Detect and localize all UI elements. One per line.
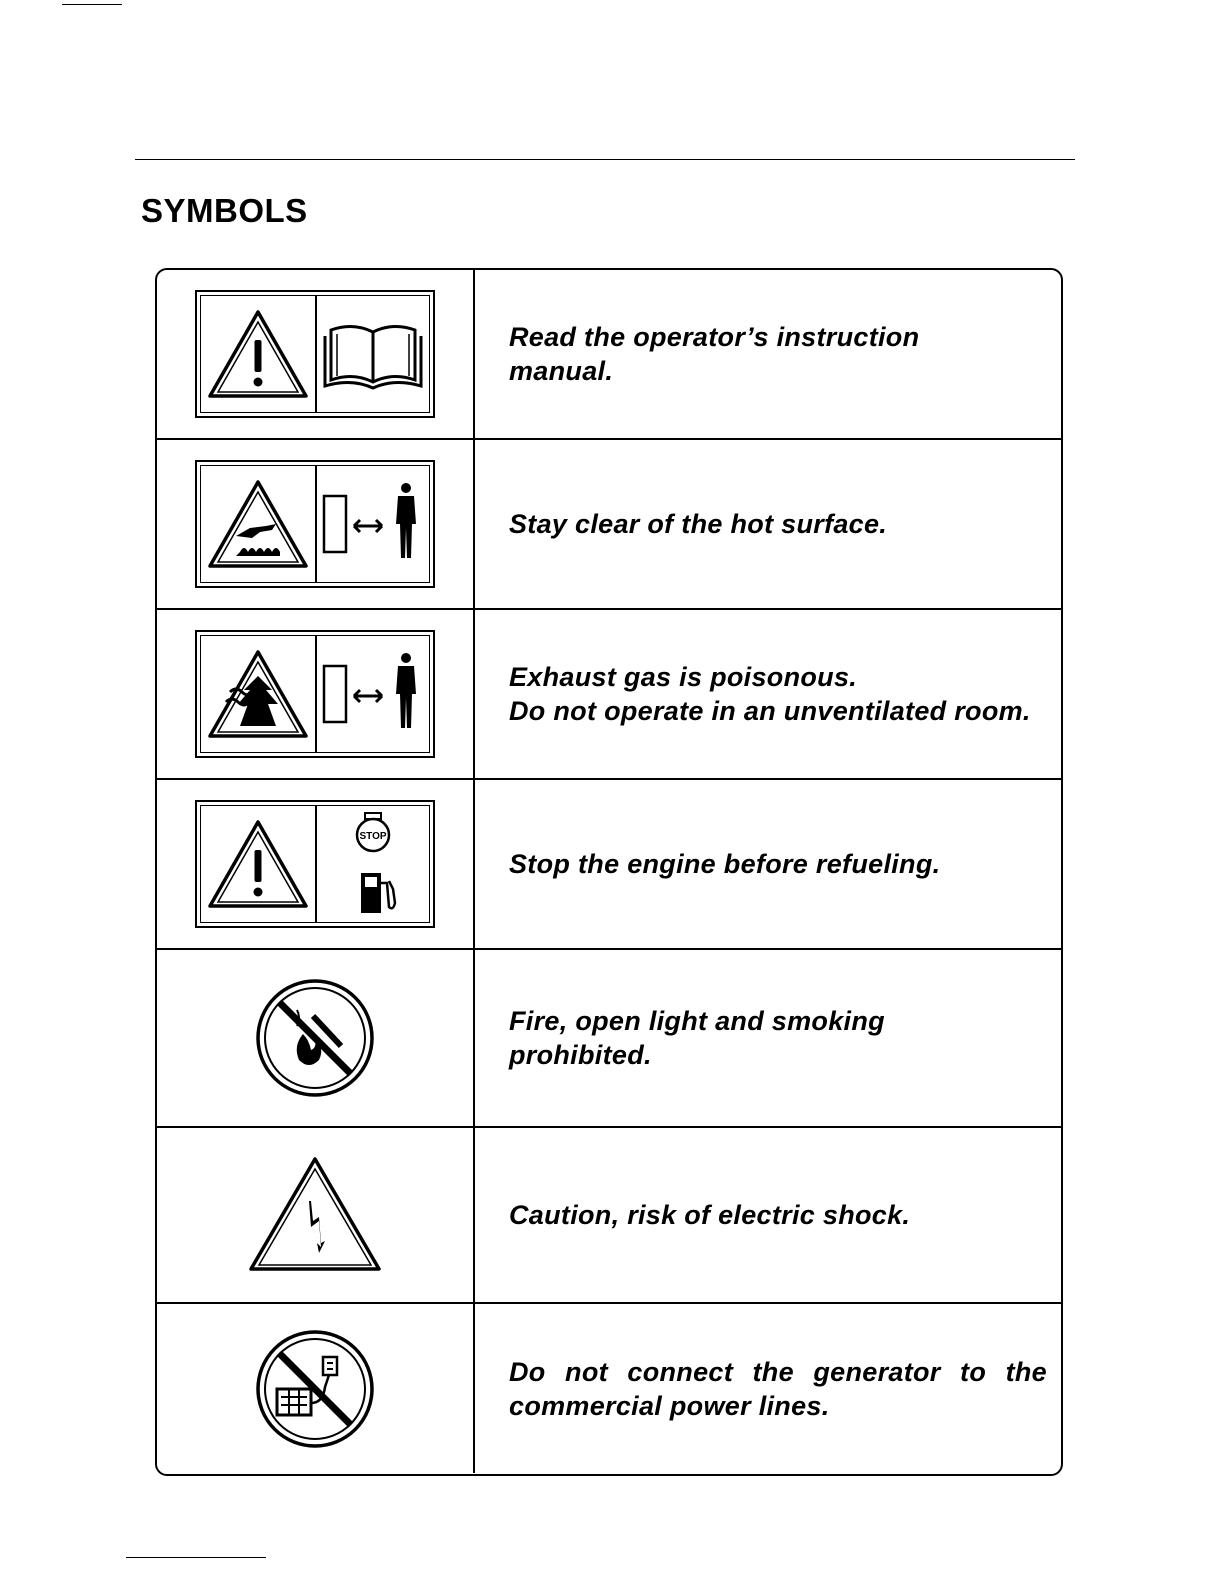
description-cell <box>475 1128 1061 1302</box>
symbol-description: Exhaust gas is poisonous. Do not operate in an unventilated room. <box>509 662 1031 726</box>
symbol-row <box>157 438 1061 608</box>
symbol-description: Do not connect the generator to the commercial power lines. <box>509 1356 1047 1421</box>
book-icon <box>321 314 425 394</box>
symbol-cell <box>157 1304 475 1473</box>
stop-engine-refuel-icon <box>195 800 435 928</box>
symbol-row <box>157 1302 1061 1473</box>
symbol-description: Fire, open light and smoking prohibited. <box>509 1006 885 1070</box>
description-cell <box>475 950 1061 1126</box>
symbol-row <box>157 608 1061 778</box>
warning-triangle-icon <box>206 306 310 402</box>
keep-distance-icon <box>318 476 428 572</box>
no-mains-connection-icon <box>253 1327 377 1451</box>
description-cell <box>475 610 1061 778</box>
stop-and-fuel-pump-icon <box>323 809 423 919</box>
description-cell <box>475 1304 1061 1473</box>
exhaust-gas-keep-distance-icon <box>195 630 435 758</box>
electric-shock-warning-icon <box>247 1155 383 1275</box>
warning-triangle-icon <box>206 816 310 912</box>
hot-surface-keep-distance-icon <box>195 460 435 588</box>
symbol-cell <box>157 610 475 778</box>
poison-gas-icon <box>206 646 310 742</box>
page-title: SYMBOLS <box>141 192 308 229</box>
symbol-cell <box>157 1128 475 1302</box>
symbol-row <box>157 778 1061 948</box>
top-edge-mark <box>62 4 122 5</box>
symbol-cell <box>157 950 475 1126</box>
symbol-row <box>157 270 1061 438</box>
warning-triangle-and-manual-icon <box>195 290 435 418</box>
symbol-description: Stay clear of the hot surface. <box>509 509 888 539</box>
symbol-row <box>157 1126 1061 1302</box>
description-cell <box>475 270 1061 438</box>
symbol-row <box>157 948 1061 1126</box>
symbol-description: Stop the engine before refueling. <box>509 849 941 879</box>
symbol-description: Caution, risk of electric shock. <box>509 1200 911 1230</box>
header-rule <box>135 159 1075 160</box>
bottom-edge-mark <box>126 1557 266 1558</box>
hot-surface-icon <box>206 476 310 572</box>
symbol-cell <box>157 440 475 608</box>
description-cell <box>475 440 1061 608</box>
symbol-description: Read the operator’s instruction manual. <box>509 322 920 386</box>
no-fire-smoking-icon <box>253 976 377 1100</box>
svg-text:STOP: STOP <box>359 831 387 842</box>
symbol-cell <box>157 780 475 948</box>
description-cell <box>475 780 1061 948</box>
symbols-table <box>155 268 1063 1476</box>
keep-distance-icon <box>318 646 428 742</box>
symbol-cell <box>157 270 475 438</box>
